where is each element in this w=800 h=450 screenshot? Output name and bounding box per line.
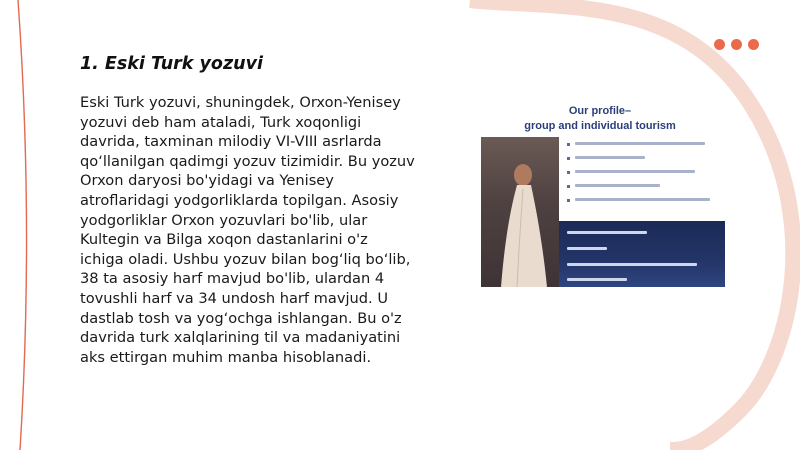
statue-icon bbox=[481, 137, 559, 287]
left-accent-curve bbox=[18, 0, 27, 450]
paragraph-line: yozuvi deb ham ataladi, Turk xoqonligi bbox=[80, 113, 362, 131]
paragraph-line: davrida turk xalqlarining til va madaniyatini bbox=[80, 329, 401, 347]
image-subtitle: group and individual tourism bbox=[524, 120, 676, 132]
paragraph-line: aks ettirgan muhim manba hisoblanadi. bbox=[80, 348, 372, 366]
dot bbox=[731, 39, 742, 50]
band-line bbox=[567, 278, 627, 281]
image-dark-band bbox=[559, 221, 725, 287]
image-bullet-list bbox=[567, 139, 717, 209]
statue-photo bbox=[481, 137, 559, 287]
paragraph-line: Eski Turk yozuvi, shuningdek, Orxon-Yenisey bbox=[80, 94, 401, 111]
paragraph-line: qo‘llanilgan qadimgi yozuv tizimidir. Bu yozuv bbox=[80, 152, 415, 170]
bullet-line bbox=[567, 167, 717, 181]
band-line bbox=[567, 263, 697, 266]
paragraph-line: dastlab tosh va yog‘ochga ishlangan. Bu o'z bbox=[80, 309, 402, 327]
paragraph-line: Orxon daryosi bo'yidagi va Yenisey bbox=[80, 172, 334, 190]
image-title: Our profile– bbox=[568, 105, 632, 117]
band-line bbox=[567, 247, 607, 250]
paragraph-line: Kultegin va Bilga xoqon dastanlarini o'z bbox=[80, 231, 368, 249]
menu-dots-icon bbox=[714, 39, 759, 50]
bullet-line bbox=[567, 139, 717, 153]
paragraph-line: ichiga oladi. Ushbu yozuv bilan bog‘liq bo‘lib, bbox=[80, 250, 411, 268]
paragraph-line: tovushli harf va 34 undosh harf mavjud. U bbox=[80, 289, 389, 307]
dot bbox=[714, 39, 725, 50]
paragraph-line: davrida, taxminan milodiy VI-VIII asrlarda bbox=[80, 133, 382, 151]
paragraph-line: atroflaridagi yodgorliklarda topilgan. Asosiy bbox=[80, 191, 399, 209]
band-line bbox=[567, 231, 647, 234]
bullet-line bbox=[567, 153, 717, 167]
slide-heading: 1. Eski Turk yozuvi bbox=[80, 54, 263, 74]
bullet-line bbox=[567, 195, 717, 209]
slide-paragraph bbox=[80, 93, 440, 367]
bullet-line bbox=[567, 181, 717, 195]
slide-image bbox=[475, 97, 725, 287]
dot bbox=[748, 39, 759, 50]
paragraph-line: 38 ta asosiy harf mavjud bo'lib, ulardan 4 bbox=[80, 270, 385, 288]
paragraph-line: yodgorliklar Orxon yozuvlari bo'lib, ular bbox=[80, 211, 368, 229]
